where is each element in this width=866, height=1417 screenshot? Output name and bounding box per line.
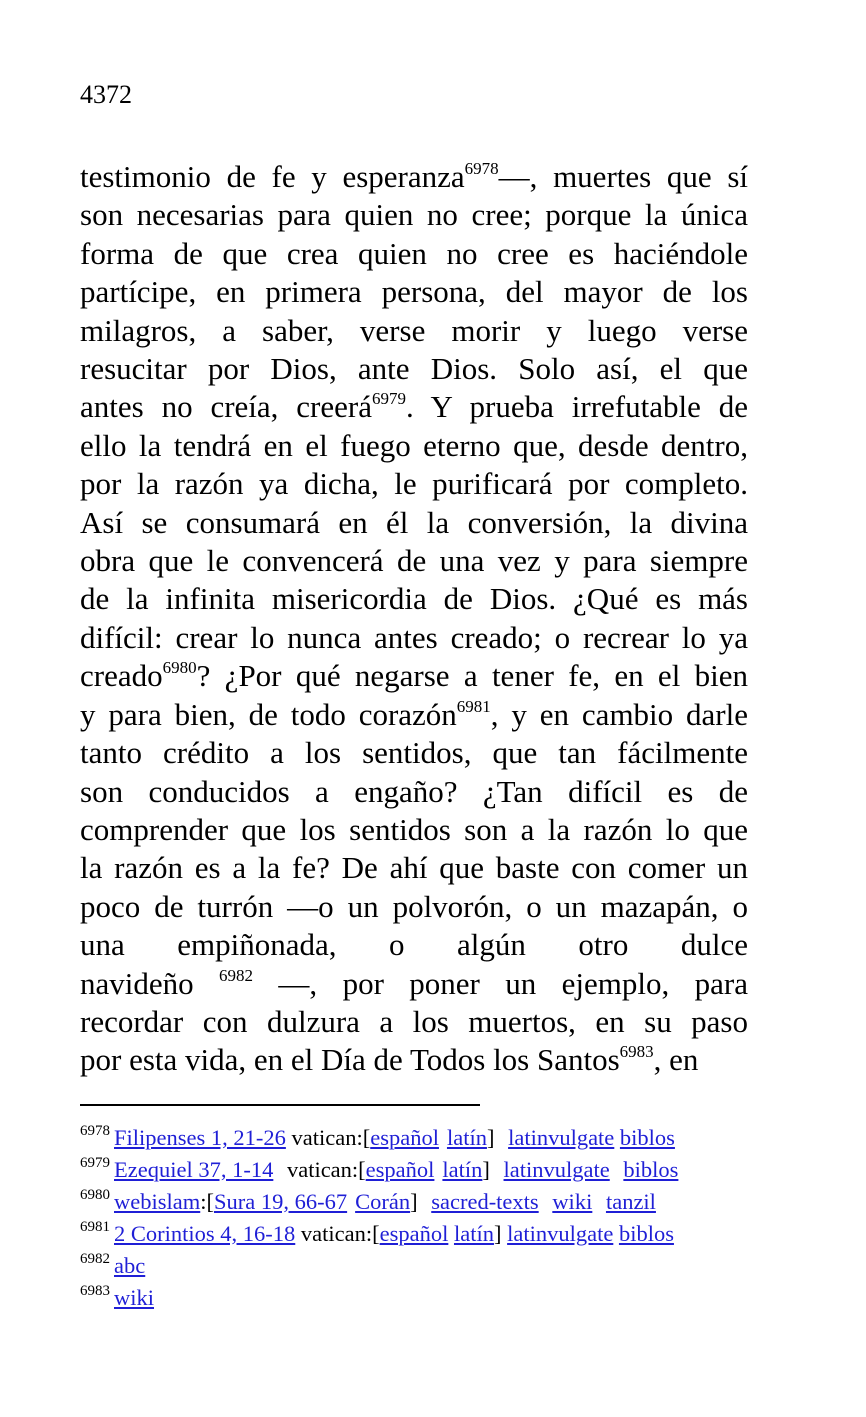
bracket-open: :[ [200, 1189, 214, 1214]
footnote-ref: 6982 [219, 965, 254, 985]
footnote-6983 [80, 1282, 760, 1314]
biblos-link[interactable]: biblos [619, 1125, 675, 1150]
text-line: milagros, a saber, verse morir y luego verse [80, 312, 748, 348]
text-line [80, 696, 748, 734]
text-line: son necesarias para quien no cree; porque la única [80, 197, 748, 233]
footnote-6981 [80, 1218, 760, 1250]
text-line: por la razón ya dicha, le purificará por completo. [80, 466, 748, 502]
bible-reference-link[interactable]: Ezequiel 37, 1-14 [114, 1157, 274, 1182]
wiki-link[interactable]: wiki [114, 1285, 155, 1310]
text-line: una empiñonada, o algún otro dulce [80, 927, 748, 963]
vatican-label: vatican:[ [300, 1221, 380, 1246]
page-number: 4372 [80, 80, 132, 109]
latin-link[interactable]: latín [453, 1221, 494, 1246]
text-line: forma de que crea quien no cree es haciéndole [80, 235, 748, 271]
bracket-close: ] [486, 1125, 495, 1150]
text-fragment: , en [653, 1042, 699, 1078]
text-fragment: —, muertes que sí [498, 159, 748, 194]
text-line: ello la tendrá en el fuego eterno que, desde dentro, [80, 427, 748, 463]
footnotes [80, 1122, 760, 1314]
text-fragment: y para bien, de todo corazón [80, 696, 457, 732]
footnote-ref: 6979 [371, 389, 406, 409]
footnote-ref: 6983 [619, 1042, 654, 1062]
latinvulgate-link[interactable]: latinvulgate [503, 1157, 610, 1182]
footnote-6979 [80, 1154, 760, 1186]
text-fragment: . Y prueba irrefutable de [405, 389, 748, 425]
footnote-6982 [80, 1250, 760, 1282]
bracket-close: ] [493, 1221, 502, 1246]
coran-link[interactable]: Corán [355, 1189, 411, 1214]
biblos-link[interactable]: biblos [618, 1221, 674, 1246]
text-fragment: , y en cambio darle [490, 696, 748, 732]
bible-reference-link[interactable]: Filipenses 1, 21-26 [114, 1125, 286, 1150]
tanzil-link[interactable]: tanzil [605, 1189, 656, 1214]
text-line: la razón es a la fe? De ahí que baste con comer un [80, 850, 748, 886]
sacred-texts-link[interactable]: sacred-texts [431, 1189, 539, 1214]
espanol-link[interactable]: español [370, 1125, 439, 1150]
latin-link[interactable]: latín [446, 1125, 487, 1150]
text-line [80, 158, 748, 196]
vatican-label: vatican:[ [291, 1125, 371, 1150]
wiki-link[interactable]: wiki [552, 1189, 593, 1214]
footnote-number: 6980 [80, 1187, 110, 1203]
footnote-number: 6982 [80, 1251, 110, 1267]
text-line: recordar con dulzura a los muertos, en su paso [80, 1003, 748, 1039]
footnote-6978 [80, 1122, 760, 1154]
latin-link[interactable]: latín [442, 1157, 483, 1182]
webislam-link[interactable]: webislam [114, 1189, 201, 1214]
text-line: difícil: crear lo nunca antes creado; o recrear lo ya [80, 619, 748, 655]
vatican-label: vatican:[ [286, 1157, 366, 1182]
text-line: poco de turrón —o un polvorón, o un mazapán, o [80, 888, 748, 924]
text-line: comprender que los sentidos son a la razón lo que [80, 811, 748, 847]
latinvulgate-link[interactable]: latinvulgate [508, 1125, 615, 1150]
footnote-ref: 6980 [162, 658, 197, 678]
sura-link[interactable]: Sura 19, 66-67 [213, 1189, 348, 1214]
espanol-link[interactable]: español [365, 1157, 435, 1182]
footnote-separator [80, 1104, 480, 1106]
text-line: resucitar por Dios, ante Dios. Solo así, el que [80, 351, 748, 387]
text-line: obra que le convencerá de una vez y para siempre [80, 543, 748, 579]
abc-link[interactable]: abc [114, 1253, 146, 1278]
text-line: de la infinita misericordia de Dios. ¿Qué es más [80, 581, 748, 617]
text-fragment: creado [80, 658, 163, 694]
footnote-6980 [80, 1186, 760, 1218]
bracket-close: ] [410, 1189, 418, 1214]
footnote-number: 6978 [80, 1123, 110, 1139]
text-line: son conducidos a engaño? ¿Tan difícil es de [80, 773, 748, 809]
text-line: partícipe, en primera persona, del mayor de los [80, 274, 748, 310]
text-fragment: navideño [80, 965, 220, 1001]
espanol-link[interactable]: español [379, 1221, 449, 1246]
text-line [80, 965, 748, 1003]
text-fragment: antes no creía, creerá [80, 389, 372, 425]
latinvulgate-link[interactable]: latinvulgate [507, 1221, 614, 1246]
footnote-number: 6983 [80, 1283, 110, 1299]
text-line: tanto crédito a los sentidos, que tan fácilmente [80, 735, 748, 771]
footnote-ref: 6978 [464, 159, 499, 178]
bracket-close: ] [482, 1157, 490, 1182]
footnote-number: 6981 [80, 1219, 110, 1235]
text-line [80, 388, 748, 426]
text-fragment: —, por poner un ejemplo, para [253, 965, 748, 1001]
footnote-number: 6979 [80, 1155, 110, 1171]
biblos-link[interactable]: biblos [623, 1157, 679, 1182]
text-line [80, 657, 748, 695]
text-fragment: por esta vida, en el Día de Todos los Santos [80, 1042, 620, 1078]
text-fragment: ? ¿Por qué negarse a tener fe, en el bien [196, 658, 748, 694]
bible-reference-link[interactable]: 2 Corintios 4, 16-18 [114, 1221, 296, 1246]
text-line [80, 1041, 748, 1079]
footnote-ref: 6981 [456, 696, 491, 716]
text-line: Así se consumará en él la conversión, la divina [80, 504, 748, 540]
body-text [80, 158, 748, 1080]
text-fragment: testimonio de fe y esperanza [80, 159, 465, 194]
